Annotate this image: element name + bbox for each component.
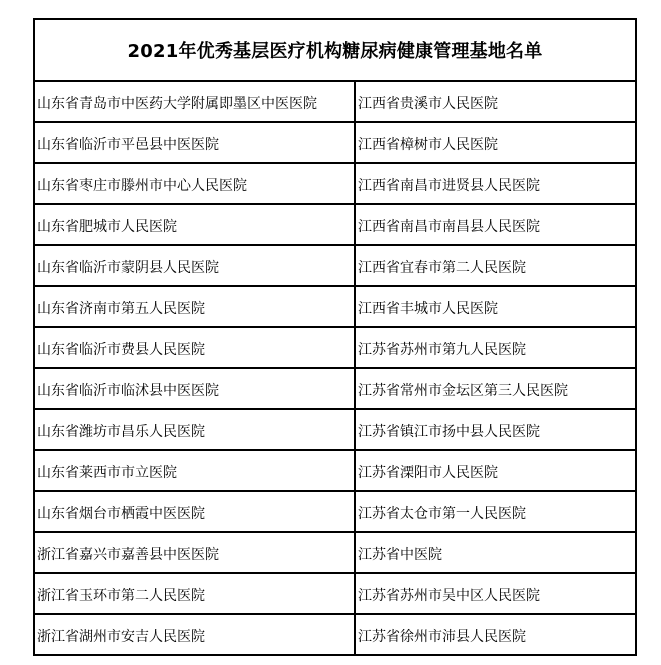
table-row	[34, 122, 636, 163]
table-row	[34, 245, 636, 286]
hospital-name: 江苏省苏州市吴中区人民医院	[358, 588, 540, 604]
right-hospital-cell[interactable]	[355, 204, 636, 245]
left-hospital-cell[interactable]	[34, 573, 355, 614]
left-hospital-cell[interactable]	[34, 204, 355, 245]
right-hospital-cell[interactable]	[355, 163, 636, 204]
table-row	[34, 409, 636, 450]
hospital-name: 浙江省嘉兴市嘉善县中医医院	[37, 547, 219, 563]
right-hospital-cell[interactable]	[355, 327, 636, 368]
left-hospital-cell[interactable]	[34, 81, 355, 122]
hospital-name: 山东省肥城市人民医院	[37, 219, 177, 235]
table-row	[34, 573, 636, 614]
left-hospital-cell[interactable]	[34, 368, 355, 409]
table-row	[34, 204, 636, 245]
hospital-name: 江苏省太仓市第一人民医院	[358, 506, 526, 522]
hospital-name: 浙江省玉环市第二人民医院	[37, 588, 205, 604]
hospital-name: 江西省南昌市南昌县人民医院	[358, 219, 540, 235]
table-row	[34, 491, 636, 532]
left-hospital-cell[interactable]	[34, 450, 355, 491]
hospital-name: 山东省潍坊市昌乐人民医院	[37, 424, 205, 440]
table-row	[34, 368, 636, 409]
right-hospital-cell[interactable]	[355, 81, 636, 122]
right-hospital-cell[interactable]	[355, 532, 636, 573]
right-hospital-cell[interactable]	[355, 491, 636, 532]
hospital-name: 江苏省镇江市扬中县人民医院	[358, 424, 540, 440]
left-hospital-cell[interactable]	[34, 532, 355, 573]
table-row	[34, 614, 636, 655]
hospital-name: 山东省枣庄市滕州市中心人民医院	[37, 178, 247, 194]
hospital-name: 江西省南昌市进贤县人民医院	[358, 178, 540, 194]
hospital-list-table	[33, 18, 637, 656]
left-hospital-cell[interactable]	[34, 163, 355, 204]
hospital-name: 江西省贵溪市人民医院	[358, 96, 498, 112]
table-row	[34, 81, 636, 122]
table-row	[34, 450, 636, 491]
hospital-name: 江西省宜春市第二人民医院	[358, 260, 526, 276]
hospital-name: 山东省烟台市栖霞中医医院	[37, 506, 205, 522]
right-hospital-cell[interactable]	[355, 122, 636, 163]
hospital-name: 山东省临沂市平邑县中医医院	[37, 137, 219, 153]
right-hospital-cell[interactable]	[355, 286, 636, 327]
left-hospital-cell[interactable]	[34, 327, 355, 368]
left-hospital-cell[interactable]	[34, 286, 355, 327]
table-row	[34, 327, 636, 368]
hospital-name: 江苏省常州市金坛区第三人民医院	[358, 383, 568, 399]
left-hospital-cell[interactable]	[34, 409, 355, 450]
hospital-name: 山东省临沂市临沭县中医医院	[37, 383, 219, 399]
left-hospital-cell[interactable]	[34, 245, 355, 286]
hospital-name: 浙江省湖州市安吉人民医院	[37, 629, 205, 645]
hospital-name: 山东省莱西市市立医院	[37, 465, 177, 481]
hospital-name: 江西省丰城市人民医院	[358, 301, 498, 317]
table-row	[34, 163, 636, 204]
hospital-name: 山东省济南市第五人民医院	[37, 301, 205, 317]
table-row	[34, 286, 636, 327]
left-hospital-cell[interactable]	[34, 614, 355, 655]
right-hospital-cell[interactable]	[355, 368, 636, 409]
hospital-name: 江西省樟树市人民医院	[358, 137, 498, 153]
hospital-name: 江苏省中医院	[358, 547, 442, 563]
hospital-list-sheet	[33, 18, 635, 656]
left-hospital-cell[interactable]	[34, 491, 355, 532]
right-hospital-cell[interactable]	[355, 409, 636, 450]
right-hospital-cell[interactable]	[355, 245, 636, 286]
hospital-name: 江苏省溧阳市人民医院	[358, 465, 498, 481]
hospital-name: 山东省临沂市蒙阴县人民医院	[37, 260, 219, 276]
hospital-name: 山东省临沂市费县人民医院	[37, 342, 205, 358]
right-hospital-cell[interactable]	[355, 573, 636, 614]
hospital-name: 山东省青岛市中医药大学附属即墨区中医医院	[37, 96, 317, 112]
page-title: 2021年优秀基层医疗机构糖尿病健康管理基地名单	[34, 19, 636, 81]
right-hospital-cell[interactable]	[355, 614, 636, 655]
hospital-name: 江苏省苏州市第九人民医院	[358, 342, 526, 358]
title-row	[34, 19, 636, 81]
hospital-name: 江苏省徐州市沛县人民医院	[358, 629, 526, 645]
table-row	[34, 532, 636, 573]
right-hospital-cell[interactable]	[355, 450, 636, 491]
left-hospital-cell[interactable]	[34, 122, 355, 163]
